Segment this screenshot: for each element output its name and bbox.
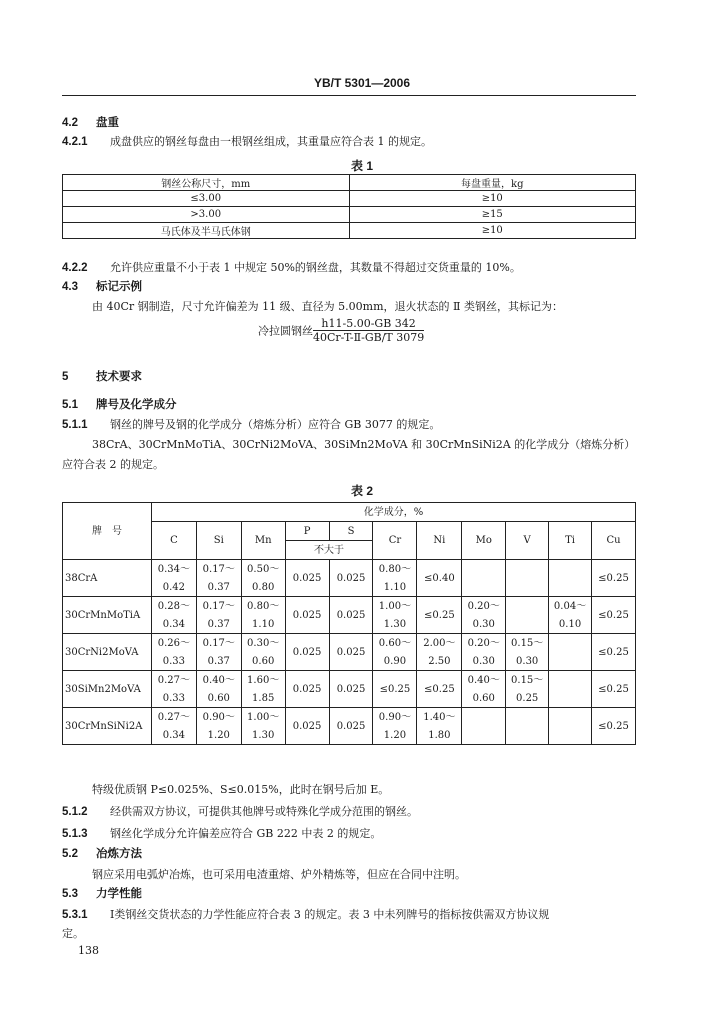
- cell-mn-max: 0.80: [241, 578, 285, 597]
- element-header-v: V: [506, 522, 549, 560]
- table-row: [63, 560, 636, 579]
- cell-mn-max: 1.85: [241, 689, 285, 708]
- cell-si-max: 1.20: [196, 726, 241, 745]
- cell-ni: ≤0.25: [417, 671, 462, 708]
- cell-p: 0.025: [285, 634, 329, 671]
- cell-ni-min: 2.00～: [417, 634, 462, 653]
- cell-c-max: 0.34: [151, 615, 196, 634]
- section-4-3: 4.3 标记示例: [62, 281, 142, 293]
- cell-mn-min: 1.00～: [241, 708, 285, 727]
- clause-5-3-1-cont: 定。: [62, 927, 84, 940]
- cell-p: 0.025: [285, 560, 329, 597]
- table-row: [63, 503, 636, 522]
- cell-cr-max: 0.90: [373, 652, 417, 671]
- cell-cu: ≤0.25: [592, 634, 636, 671]
- cell-p: 0.025: [285, 708, 329, 745]
- cell-s: 0.025: [329, 560, 373, 597]
- cell-si-max: 0.60: [196, 689, 241, 708]
- cell-ti: [549, 708, 592, 745]
- cell-si-min: 0.17～: [196, 597, 241, 616]
- cell-c-min: 0.27～: [151, 708, 196, 727]
- cell-c-min: 0.26～: [151, 634, 196, 653]
- cell-si-min: 0.17～: [196, 634, 241, 653]
- cell-si-max: 0.37: [196, 652, 241, 671]
- table1-header-size: 钢丝公称尺寸，mm: [63, 175, 350, 191]
- table-cell: >3.00: [63, 207, 350, 223]
- cell-cr-max: 1.10: [373, 578, 417, 597]
- table1-caption: 表 1: [350, 159, 373, 173]
- cell-cr-max: 1.20: [373, 726, 417, 745]
- marking-example: 冷拉圆钢丝 $\frac{h11-5.00-GB 342}{\text{40Cr-T-Ⅱ-GB/T 3079}}$: [258, 317, 425, 344]
- table-row: [63, 671, 636, 690]
- cell-mo-max: 0.30: [462, 615, 506, 634]
- grade-cell: 30SiMn2MoVA: [63, 671, 152, 708]
- cell-si-min: 0.17～: [196, 560, 241, 579]
- cell-c-min: 0.28～: [151, 597, 196, 616]
- element-header-cr: Cr: [373, 522, 417, 560]
- table-cell: ≥10: [349, 191, 636, 207]
- table-row: [63, 191, 636, 207]
- cell-mo-min: 0.20～: [462, 634, 506, 653]
- page-header: YB/T 5301—2006: [313, 76, 411, 90]
- cell-ni-max: 1.80: [417, 726, 462, 745]
- cell-ni: ≤0.40: [417, 560, 462, 597]
- table-cell: ≤3.00: [63, 191, 350, 207]
- cell-cr-max: 1.30: [373, 615, 417, 634]
- page-number: 138: [78, 944, 99, 957]
- table-row: [63, 223, 636, 239]
- cell-cr-min: 0.90～: [373, 708, 417, 727]
- grade-header: 牌 号: [63, 503, 152, 560]
- cell-mn-min: 0.80～: [241, 597, 285, 616]
- cell-c-max: 0.33: [151, 689, 196, 708]
- table-row: [63, 207, 636, 223]
- table-row: [63, 708, 636, 727]
- cell-ni-max: 2.50: [417, 652, 462, 671]
- cell-cr-min: 0.80～: [373, 560, 417, 579]
- cell-mn-min: 1.60～: [241, 671, 285, 690]
- cell-si-min: 0.90～: [196, 708, 241, 727]
- cell-cu: ≤0.25: [592, 708, 636, 745]
- cell-mn-max: 1.10: [241, 615, 285, 634]
- cell-mo: [462, 708, 506, 745]
- clause-4-2-2: 4.2.2 允许供应重量不小于表 1 中规定 50%的钢丝盘，其数量不得超过交货重量的 10%。: [62, 261, 521, 274]
- cell-ti-min: 0.04～: [549, 597, 592, 616]
- element-header-si: Si: [196, 522, 241, 560]
- cell-s: 0.025: [329, 597, 373, 634]
- cell-mo: [462, 560, 506, 597]
- cell-v-max: 0.25: [506, 689, 549, 708]
- cell-cr: ≤0.25: [373, 671, 417, 708]
- cell-v: [506, 597, 549, 634]
- paragraph-smelting: 钢应采用电弧炉冶炼，也可采用电渣重熔、炉外精炼等，但应在合同中注明。: [92, 868, 466, 881]
- cell-c-max: 0.34: [151, 726, 196, 745]
- element-header-ni: Ni: [417, 522, 462, 560]
- section-5-1: 5.1 牌号及化学成分: [62, 399, 177, 411]
- cell-p: 0.025: [285, 597, 329, 634]
- cell-c-max: 0.33: [151, 652, 196, 671]
- table-row: [63, 175, 636, 191]
- cell-c-max: 0.42: [151, 578, 196, 597]
- cell-s: 0.025: [329, 708, 373, 745]
- section-5-3: 5.3 力学性能: [62, 888, 142, 900]
- clause-4-2-1: 4.2.1 成盘供应的钢丝每盘由一根钢丝组成，其重量应符合表 1 的规定。: [62, 135, 432, 148]
- cell-v: [506, 708, 549, 745]
- cell-si-min: 0.40～: [196, 671, 241, 690]
- cell-ti: [549, 671, 592, 708]
- table-1: [62, 174, 636, 239]
- table-cell: ≥10: [349, 223, 636, 239]
- cell-si-max: 0.37: [196, 578, 241, 597]
- cell-cu: ≤0.25: [592, 671, 636, 708]
- cell-ti-max: 0.10: [549, 615, 592, 634]
- clause-5-1-2: 5.1.2 经供需双方协议，可提供其他牌号或特殊化学成分范围的钢丝。: [62, 805, 418, 818]
- element-header-ti: Ti: [549, 522, 592, 560]
- element-header-c: C: [151, 522, 196, 560]
- clause-5-1-1: 5.1.1 钢丝的牌号及钢的化学成分（熔炼分析）应符合 GB 3077 的规定。: [62, 418, 441, 431]
- cell-cu: ≤0.25: [592, 560, 636, 597]
- grade-cell: 30CrMnSiNi2A: [63, 708, 152, 745]
- table-row: [63, 634, 636, 653]
- marking-fraction: $\frac{h11-5.00-GB 342}{\text{40Cr-T-Ⅱ-GB/T 3079}}$: [313, 317, 425, 344]
- header-rule: [62, 95, 636, 96]
- table-cell: ≥15: [349, 207, 636, 223]
- example-text: 由 40Cr 钢制造，尺寸允许偏差为 11 级、直径为 5.00mm，退火状态的 Ⅱ 类钢丝，其标记为：: [92, 300, 563, 313]
- element-header-mo: Mo: [462, 522, 506, 560]
- cell-v-min: 0.15～: [506, 671, 549, 690]
- section-4-2: 4.2 盘重: [62, 117, 119, 129]
- cell-v-max: 0.30: [506, 652, 549, 671]
- cell-mn-max: 0.60: [241, 652, 285, 671]
- cell-mo-max: 0.30: [462, 652, 506, 671]
- clause-5-1-3: 5.1.3 钢丝化学成分允许偏差应符合 GB 222 中表 2 的规定。: [62, 827, 382, 840]
- cell-mo-min: 0.40～: [462, 671, 506, 690]
- table-cell: 马氏体及半马氏体钢: [63, 223, 350, 239]
- cell-mo-max: 0.60: [462, 689, 506, 708]
- table-2: [62, 502, 636, 745]
- table-row: [63, 597, 636, 616]
- section-5-2: 5.2 冶炼方法: [62, 848, 142, 860]
- grade-cell: 30CrNi2MoVA: [63, 634, 152, 671]
- not-more-than-label: 不大于: [285, 541, 373, 560]
- element-header-cu: Cu: [592, 522, 636, 560]
- element-header-p: P: [285, 522, 329, 541]
- cell-ni: ≤0.25: [417, 597, 462, 634]
- cell-mn-max: 1.30: [241, 726, 285, 745]
- clause-5-3-1: 5.3.1 Ⅰ类钢丝交货状态的力学性能应符合表 3 的规定。表 3 中未列牌号的指标按供需双方协议规: [62, 908, 550, 921]
- table2-caption: 表 2: [350, 484, 373, 498]
- element-header-mn: Mn: [241, 522, 285, 560]
- cell-mn-min: 0.30～: [241, 634, 285, 653]
- cell-s: 0.025: [329, 634, 373, 671]
- cell-mn-min: 0.50～: [241, 560, 285, 579]
- cell-c-min: 0.27～: [151, 671, 196, 690]
- grade-cell: 30CrMnMoTiA: [63, 597, 152, 634]
- cell-cr-min: 0.60～: [373, 634, 417, 653]
- cell-ti: [549, 634, 592, 671]
- grade-cell: 38CrA: [63, 560, 152, 597]
- cell-p: 0.025: [285, 671, 329, 708]
- table1-header-weight: 每盘重量，kg: [349, 175, 636, 191]
- cell-cr-min: 1.00～: [373, 597, 417, 616]
- cell-mo-min: 0.20～: [462, 597, 506, 616]
- note-special-steel: 特级优质钢 P≤0.025%、S≤0.015%，此时在钢号后加 E。: [92, 783, 390, 796]
- cell-ni-min: 1.40～: [417, 708, 462, 727]
- paragraph-grades-cont: 应符合表 2 的规定。: [62, 458, 164, 471]
- cell-s: 0.025: [329, 671, 373, 708]
- composition-header: 化学成分，%: [151, 503, 635, 522]
- paragraph-grades: 38CrA、30CrMnMoTiA、30CrNi2MoVA、30SiMn2MoVA 和 30CrMnSiNi2A 的化学成分（熔炼分析）: [92, 438, 636, 451]
- element-header-s: S: [329, 522, 373, 541]
- cell-ti: [549, 560, 592, 597]
- cell-v-min: 0.15～: [506, 634, 549, 653]
- section-5: 5 技术要求: [62, 371, 142, 383]
- cell-si-max: 0.37: [196, 615, 241, 634]
- cell-c-min: 0.34～: [151, 560, 196, 579]
- cell-v: [506, 560, 549, 597]
- cell-cu: ≤0.25: [592, 597, 636, 634]
